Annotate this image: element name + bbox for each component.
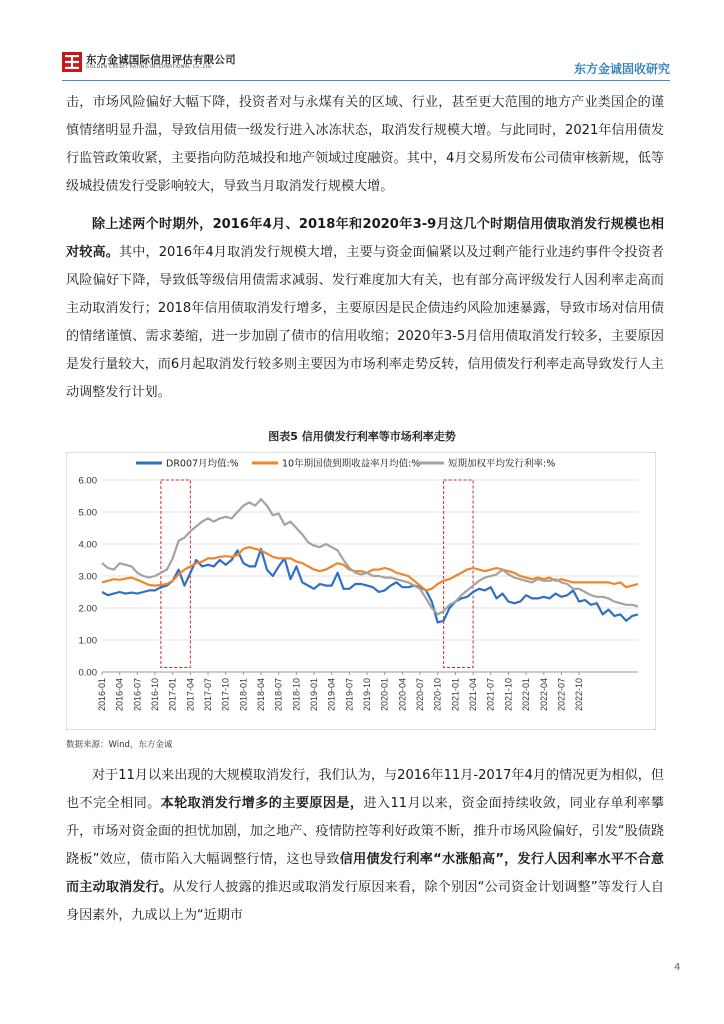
x-tick-label: 2021-01 (450, 678, 461, 712)
interest-rate-line-chart (66, 452, 656, 730)
company-logo-icon (62, 52, 82, 72)
x-tick-label: 2022-07 (556, 678, 567, 712)
x-tick-label: 2019-01 (309, 678, 320, 712)
x-tick-label: 2020-10 (432, 678, 443, 712)
x-tick-label: 2018-10 (291, 678, 302, 712)
x-tick-label: 2021-04 (468, 678, 479, 712)
x-tick-label: 2021-07 (485, 678, 496, 712)
x-tick-label: 2017-04 (185, 678, 196, 712)
legend-label-2: 短期加权平均发行利率:% (448, 458, 556, 470)
page-header (62, 46, 670, 76)
x-tick-label: 2020-07 (415, 678, 426, 712)
body-paragraph-3: 对于11月以来出现的大规模取消发行，我们认为，与2016年11月-2017年4月的情况更为相似，但也不完全相同。本轮取消发行增多的主要原因是，进入11月以来，资金面持续收敛，同业存单利率攀升，市场对资金面的担忧加剧，加之地产、疫情防控等利好政策不断，推升市场风险偏好，引发“股债跷跷板”效应，债市陷入大幅调整行情，这也导致信用债发行利率“水涨船高”，发行人因利率水平不合意而主动取消发行。从发行人披露的推迟或取消发行原因来看，除个别因“公司资金计划调整”等发行人自身因素外，九成以上为“近期市 (66, 768, 665, 923)
x-tick-label: 2016-07 (132, 678, 143, 712)
paragraph-3-bold-2: 信用债发行利率“水涨船高”，发行人因利率水平不合意而主动取消发行。 (66, 852, 664, 895)
x-tick-label: 2018-07 (273, 678, 284, 712)
x-tick-label: 2021-10 (503, 678, 514, 712)
x-tick-label: 2016-04 (114, 678, 125, 712)
x-tick-label: 2018-01 (238, 678, 249, 712)
x-tick-label: 2017-10 (220, 678, 231, 712)
y-tick-label: 2.00 (78, 603, 97, 615)
figure-title: 图表5 信用债发行利率等市场利率走势 (268, 430, 456, 443)
x-tick-label: 2018-04 (256, 678, 267, 712)
body-paragraph-1: 击，市场风险偏好大幅下降，投资者对与永煤有关的区域、行业，甚至更大范围的地方产业类国企的谨慎情绪明显升温，导致信用债一级发行进入冰冻状态，取消发行规模大增。与此同时，2021年信用债发行监管政策收紧，主要指向防范城投和地产领域过度融资。其中，4月交易所发布公司债审核新规，低等级城投债发行受影响较大，导致当月取消发行规模大增。 (66, 95, 664, 194)
x-tick-label: 2020-04 (397, 678, 408, 712)
y-tick-label: 0.00 (78, 667, 97, 679)
x-tick-label: 2019-10 (362, 678, 373, 712)
paragraph-2-body: 其中，2016年4月取消发行规模大增，主要与资金面偏紧以及过剩产能行业违约事件令投资者风险偏好下降，导致低等级信用债需求减弱、发行难度加大有关，也有部分高评级发行人因利率走高而主动取消发行；2018年信用债取消发行增多，主要原因是民企债违约风险加速暴露，导致市场对信用债的情绪谨慎、需求萎缩，进一步加剧了债市的信用收缩；2020年3-5月信用债取消发行较多，主要原因是发行量较大，而6月起取消发行较多则主要因为市场利率走势反转，信用债发行利率走高导致发行人主动调整发行计划。 (66, 245, 665, 400)
body-paragraph-2 (66, 211, 664, 407)
x-tick-label: 2022-01 (521, 678, 532, 712)
y-tick-label: 1.00 (78, 635, 97, 647)
y-tick-label: 6.00 (78, 475, 97, 487)
company-name-en: GOLDEN CREDIT RATING INTERNATIONAL Co.,Ltd. (86, 65, 213, 70)
y-tick-label: 5.00 (78, 507, 97, 519)
y-tick-label: 3.00 (78, 571, 97, 583)
legend-label-1: 10年期国债到期收益率月均值:% (282, 458, 421, 470)
header-divider (62, 80, 670, 81)
x-tick-label: 2019-07 (344, 678, 355, 712)
report-series-title: 东方金诚固收研究 (573, 62, 670, 76)
figure-source: 数据来源：Wind，东方金诚 (66, 740, 173, 750)
paragraph-2-bold-lead: 除上述两个时期外，2016年4月、2018年和2020年3-9月这几个时期信用债取消发行规模也相对较高。 (66, 217, 664, 260)
x-tick-label: 2017-07 (203, 678, 214, 712)
legend-label-0: DR007月均值:% (166, 458, 239, 470)
x-tick-label: 2017-01 (167, 678, 178, 712)
x-tick-label: 2022-10 (574, 678, 585, 712)
company-name-cn: 东方金诚国际信用评估有限公司 (86, 54, 236, 66)
x-tick-label: 2022-04 (538, 678, 549, 712)
x-tick-label: 2016-10 (150, 678, 161, 712)
y-tick-label: 4.00 (78, 539, 97, 551)
x-tick-label: 2016-01 (97, 678, 107, 712)
x-tick-label: 2019-04 (326, 678, 337, 712)
x-tick-label: 2020-01 (379, 678, 390, 712)
paragraph-3-bold-1: 本轮取消发行增多的主要原因是， (160, 796, 364, 811)
page-number: 4 (674, 962, 681, 973)
